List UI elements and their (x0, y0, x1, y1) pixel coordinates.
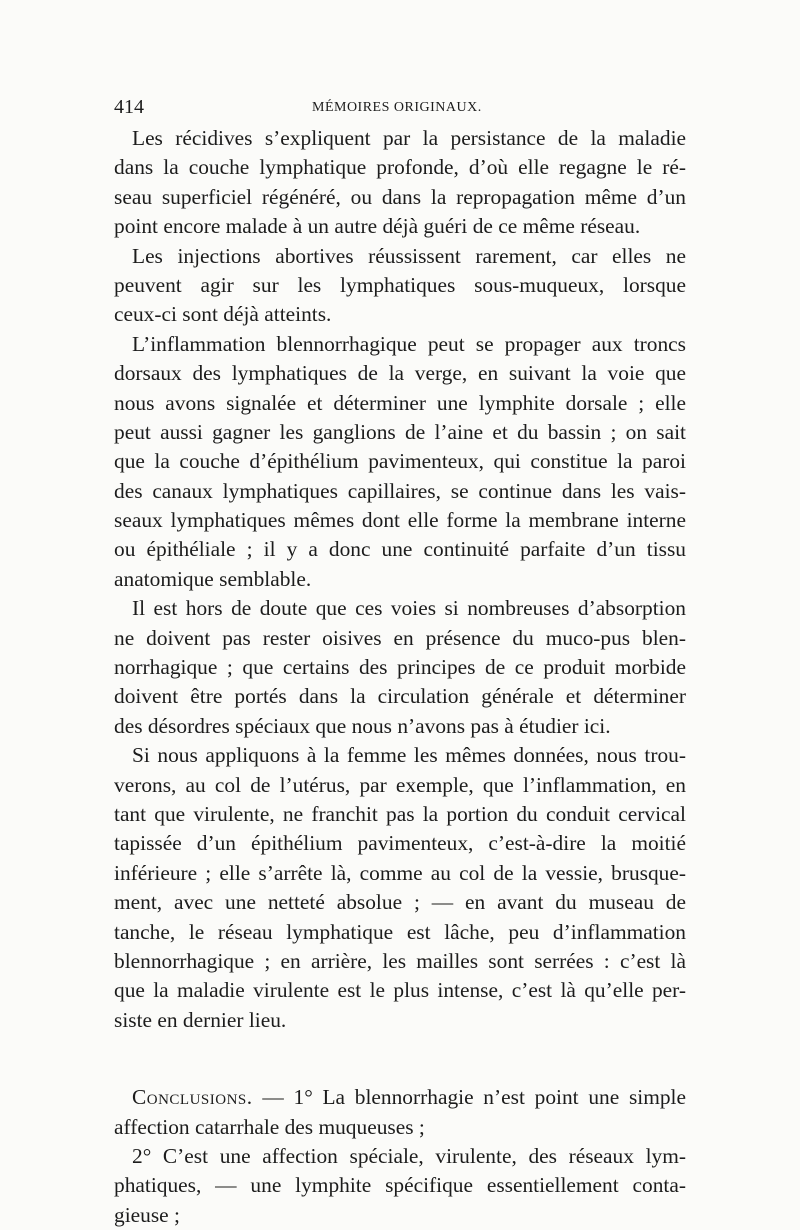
text-line: ceux-ci sont déjà atteints. (114, 302, 332, 327)
text-line: anatomique semblable. (114, 566, 312, 591)
text-line: verons, au col de l’utérus, par exemple, que l’inflammation, en (114, 772, 686, 797)
text-line: tant que virulente, ne franchit pas la portion du conduit cervical (114, 801, 686, 826)
text-line: doivent être portés dans la circulation générale et déterminer (114, 684, 686, 709)
text-line: affection catarrhale des muqueuses ; (114, 1114, 425, 1139)
text-line: dorsaux des lymphatiques de la verge, en suivant la voie que (114, 361, 686, 386)
text-line: des désordres spéciaux que nous n’avons pas à étudier ici. (114, 713, 611, 738)
text-line: seaux lymphatiques mêmes dont elle forme la membrane interne (114, 508, 686, 533)
text-line: norrhagique ; que certains des principes de ce produit morbide (114, 655, 686, 680)
text-line: des canaux lymphatiques capillaires, se continue dans les vais- (114, 478, 686, 503)
text-line: blennorrhagique ; en arrière, les mailles sont serrées : c’est là (114, 948, 686, 973)
paragraph (114, 242, 686, 330)
text-line: gieuse ; (114, 1202, 180, 1227)
text-line: que la couche d’épithélium pavimenteux, qui constitue la paroi (114, 449, 686, 474)
text-line: — 1° La blennorrhagie n’est point une simple (262, 1085, 686, 1110)
text-line: tanche, le réseau lymphatique est lâche, peu d’inflammation (114, 919, 686, 944)
text-line: ou épithéliale ; il y a donc une continuité parfaite d’un tissu (114, 537, 686, 562)
text-line: phatiques, — une lymphite spécifique essentiellement conta- (114, 1173, 686, 1198)
conclusions-heading: Conclusions. (132, 1085, 253, 1110)
page-number: 414 (114, 96, 144, 118)
text-line: que la maladie virulente est le plus intense, c’est là qu’elle per- (114, 978, 686, 1003)
text-line: peut aussi gagner les ganglions de l’aine et du bassin ; on sait (114, 419, 686, 444)
body-text (114, 124, 686, 1230)
text-line: 2° C’est une affection spéciale, virulente, des réseaux lym- (132, 1143, 686, 1168)
text-line: inférieure ; elle s’arrête là, comme au col de la vessie, brusque- (114, 860, 686, 885)
paragraph (114, 594, 686, 741)
section-gap (114, 1035, 686, 1083)
text-line: dans la couche lymphatique profonde, d’où elle regagne le ré- (114, 155, 686, 180)
text-line: L’inflammation blennorrhagique peut se propager aux troncs (132, 331, 686, 356)
text-line: siste en dernier lieu. (114, 1007, 287, 1032)
paragraph (114, 741, 686, 1035)
text-line: point encore malade à un autre déjà guéri de ce même réseau. (114, 214, 641, 239)
paragraph (114, 124, 686, 242)
text-line: Si nous appliquons à la femme les mêmes données, nous trou- (132, 743, 686, 768)
text-line: ne doivent pas rester oisives en présence du muco-pus blen- (114, 625, 686, 650)
text-line: tapissée d’un épithélium pavimenteux, c’est-à-dire la moitié (114, 831, 686, 856)
running-head: MÉMOIRES ORIGINAUX. (312, 100, 482, 115)
text-line: Les injections abortives réussissent rarement, car elles ne (132, 243, 686, 268)
text-line: Il est hors de doute que ces voies si nombreuses d’absorption (132, 596, 686, 621)
conclusions-first-line (114, 1083, 686, 1112)
paragraph (114, 330, 686, 595)
text-line: Les récidives s’expliquent par la persistance de la maladie (132, 126, 686, 150)
conclusions-section (114, 1083, 686, 1230)
text-line: peuvent agir sur les lymphatiques sous-muqueux, lorsque (114, 272, 686, 297)
text-line: ment, avec une netteté absolue ; — en avant du museau de (114, 890, 686, 915)
page-header (114, 96, 694, 122)
text-line: nous avons signalée et déterminer une lymphite dorsale ; elle (114, 390, 686, 415)
text-line: seau superficiel régénéré, ou dans la repropagation même d’un (114, 184, 686, 209)
